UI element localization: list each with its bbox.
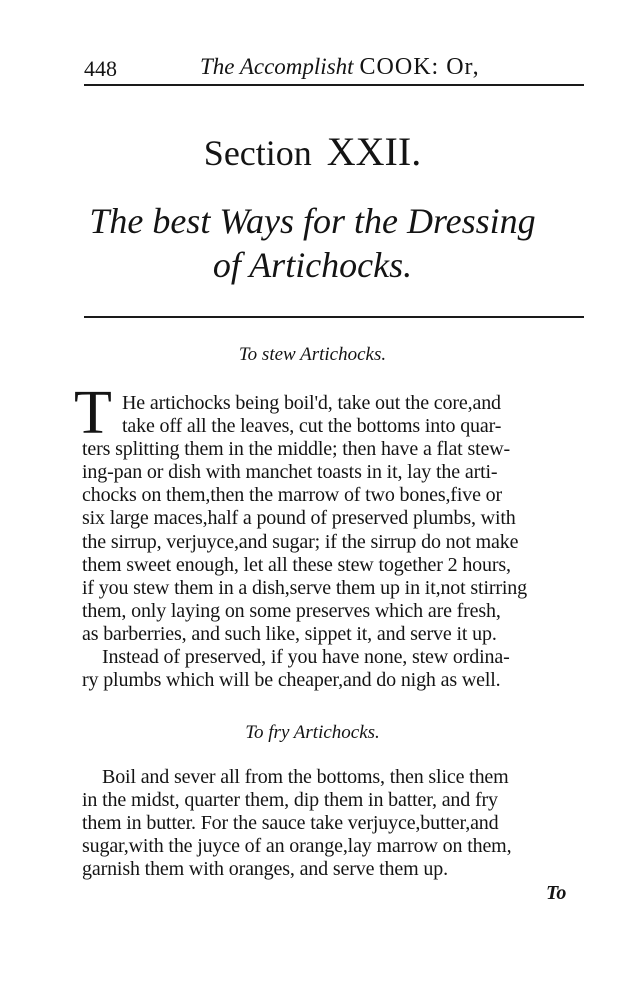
text-line: in the midst, quarter them, dip them in batter, and fry bbox=[82, 789, 498, 812]
title-line-2: of Artichocks. bbox=[212, 245, 413, 285]
text-line: Boil and sever all from the bottoms, then slice them bbox=[102, 766, 509, 788]
header-rule bbox=[84, 84, 584, 86]
section-heading bbox=[0, 128, 625, 175]
text-line: He artichocks being boil'd, take out the core,and bbox=[122, 392, 501, 414]
page-number: 448 bbox=[84, 56, 117, 81]
drop-cap: T bbox=[74, 379, 112, 447]
recipe-body-stew bbox=[82, 392, 588, 692]
text-line: them sweet enough, let all these stew together 2 hours, bbox=[82, 553, 511, 576]
running-head-caps: COOK: Or, bbox=[359, 54, 480, 80]
text-line: them in butter. For the sauce take verjuyce,butter,and bbox=[82, 812, 499, 835]
text-line: sugar,with the juyce of an orange,lay marrow on them, bbox=[82, 835, 512, 858]
text-line: ters splitting them in the middle; then have a flat stew- bbox=[82, 438, 511, 461]
text-line: ing-pan or dish with manchet toasts in it, lay the arti- bbox=[82, 461, 498, 484]
text-line: as barberries, and such like, sippet it, and serve it up. bbox=[82, 622, 497, 645]
text-line: chocks on them,then the marrow of two bones,five or bbox=[82, 484, 503, 507]
text-line: garnish them with oranges, and serve them up. bbox=[82, 858, 448, 881]
text-line: take off all the leaves, cut the bottoms into quar- bbox=[122, 415, 502, 438]
recipe-body-fry bbox=[82, 766, 588, 881]
catchword: To bbox=[546, 882, 567, 904]
text-line: six large maces,half a pound of preserved plumbs, with bbox=[82, 507, 516, 530]
text-line: ry plumbs which will be cheaper,and do nigh as well. bbox=[82, 669, 501, 692]
text-line: Instead of preserved, if you have none, stew ordina- bbox=[102, 646, 510, 669]
recipe-heading-stew: To stew Artichocks. bbox=[238, 344, 387, 365]
title-line-1: The best Ways for the Dressing bbox=[89, 201, 536, 241]
text-line: the sirrup, verjuyce,and sugar; if the sirrup do not make bbox=[82, 530, 519, 553]
recipe-heading-fry: To fry Artichocks. bbox=[245, 722, 380, 743]
page-header bbox=[84, 48, 584, 84]
text-line: them, only laying on some preserves which are fresh, bbox=[82, 599, 501, 622]
title-rule bbox=[84, 316, 584, 318]
running-head bbox=[200, 54, 480, 81]
section-number: XXII. bbox=[326, 129, 422, 174]
text-line: if you stew them in a dish,serve them up in it,not stirring bbox=[82, 576, 527, 599]
running-head-italic: The Accomplisht bbox=[200, 54, 354, 79]
section-label: Section bbox=[203, 133, 312, 173]
